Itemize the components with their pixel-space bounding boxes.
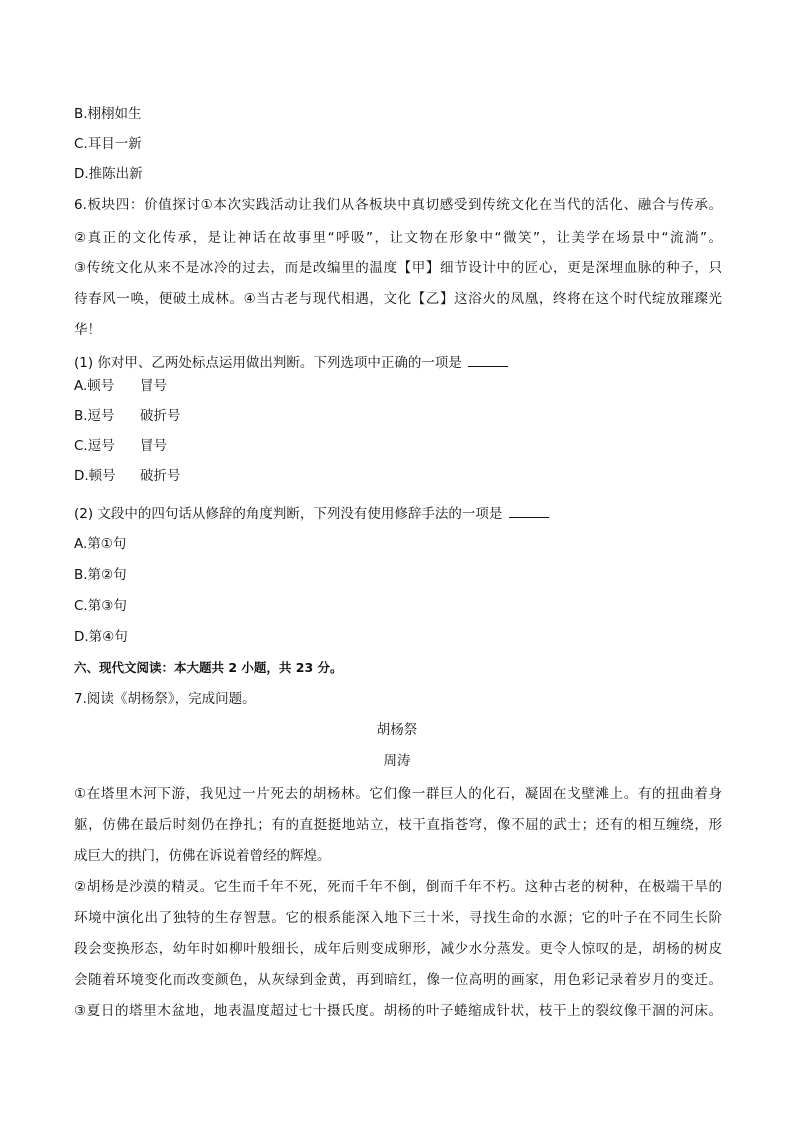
q6-line-3: ③传统文化从来不是冰冷的过去，而是改编里的温度【甲】细节设计中的匠心，更是深埋血脉的种子，只 xyxy=(74,260,722,276)
q6-sub2-option-a: A.第①句 xyxy=(74,536,127,552)
paragraph-3-line-1: ③夏日的塔里木盆地，地表温度超过七十摄氏度。胡杨的叶子蜷缩成针状，枝干上的裂纹像干涸的河床。 xyxy=(74,1003,722,1019)
q6-sub1-option-b: B.逗号 xyxy=(74,408,115,424)
q5-option-c: C.耳目一新 xyxy=(74,136,142,152)
article-author: 周涛 xyxy=(383,753,411,769)
q6-line-1: 6.板块四：价值探讨①本次实践活动让我们从各板块中真切感受到传统文化在当代的活化、融合与传承。 xyxy=(74,197,722,213)
paragraph-2-line-1: ②胡杨是沙漠的精灵。它生而千年不死，死而千年不倒，倒而千年不朽。这种古老的树种，在极端干旱的 xyxy=(74,879,722,895)
q6-sub2-stem xyxy=(74,503,549,524)
paragraph-1-line-1: ①在塔里木河下游，我见过一片死去的胡杨林。它们像一群巨人的化石，凝固在戈壁滩上。有的扭曲着身 xyxy=(74,786,722,802)
q6-sub1-option-c-b: 冒号 xyxy=(140,438,167,454)
q6-sub1-option-d: D.顿号 xyxy=(74,468,116,484)
paragraph-2-line-4: 会随着环境变化而改变颜色，从灰绿到金黄，再到暗红，像一位高明的画家，用色彩记录着岁月的变迁。 xyxy=(74,972,722,988)
q6-line-5: 华！ xyxy=(74,322,101,338)
q5-option-b: B.栩栩如生 xyxy=(74,106,142,122)
q6-sub1-stem-text: (1) 你对甲、乙两处标点运用做出判断。下列选项中正确的一项是 xyxy=(74,355,462,371)
article-title: 胡杨祭 xyxy=(376,722,418,738)
q7-stem: 7.阅读《胡杨祭》，完成问题。 xyxy=(74,691,256,707)
paragraph-2-line-2: 环境中演化出了独特的生存智慧。它的根系能深入地下三十米，寻找生命的水源；它的叶子在不同生长阶 xyxy=(74,910,722,926)
q6-sub1-option-c: C.逗号 xyxy=(74,438,115,454)
q6-sub2-option-d: D.第④句 xyxy=(74,629,128,645)
q6-sub2-option-c: C.第③句 xyxy=(74,598,127,614)
q6-sub1-stem xyxy=(74,352,508,373)
q6-sub2-stem-text: (2) 文段中的四句话从修辞的角度判断，下列没有使用修辞手法的一项是 xyxy=(74,506,503,522)
q6-sub1-option-b-b: 破折号 xyxy=(140,408,181,424)
q5-option-d: D.推陈出新 xyxy=(74,166,143,182)
q6-sub1-option-a-b: 冒号 xyxy=(140,378,167,394)
answer-blank[interactable] xyxy=(509,503,549,518)
q6-sub1-option-d-b: 破折号 xyxy=(140,468,181,484)
q6-sub1-option-a: A.顿号 xyxy=(74,378,115,394)
answer-blank[interactable] xyxy=(468,352,508,367)
q6-line-2: ②真正的文化传承，是让神话在故事里“呼吸”，让文物在形象中“微笑”，让美学在场景中“流淌”。 xyxy=(74,230,722,246)
section-heading: 六、现代文阅读：本大题共 2 小题，共 23 分。 xyxy=(74,660,343,675)
q6-line-4: 待春风一唤，便破土成林。④当古老与现代相遇，文化【乙】这浴火的凤凰，终将在这个时代绽放璀璨光 xyxy=(74,291,722,307)
paragraph-2-line-3: 段会变换形态，幼年时如柳叶般细长，成年后则变成卵形，减少水分蒸发。更令人惊叹的是，胡杨的树皮 xyxy=(74,941,722,957)
q6-sub2-option-b: B.第②句 xyxy=(74,567,127,583)
paragraph-1-line-2: 躯，仿佛在最后时刻仍在挣扎；有的直挺挺地站立，枝干直指苍穹，像不屈的武士；还有的相互缠绕，形 xyxy=(74,817,722,833)
paragraph-1-line-3: 成巨大的拱门，仿佛在诉说着曾经的辉煌。 xyxy=(74,848,331,864)
